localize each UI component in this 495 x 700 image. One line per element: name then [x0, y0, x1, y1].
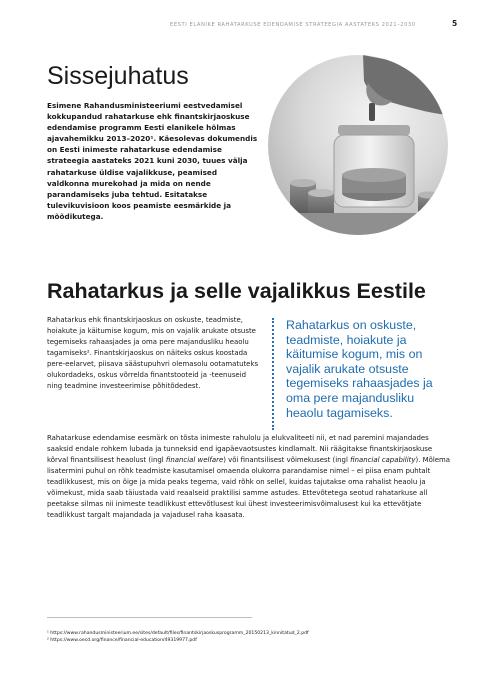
section-title-regular: Rahatarkus ja selle — [47, 279, 248, 303]
term-financial-capability: financial capability — [350, 456, 416, 465]
page-number: 5 — [452, 19, 458, 28]
footnote-1[interactable]: ¹ https://www.rahandusministeerium.ee/sites/default/files/finantskirjaoskusprogramm_20150213_kinnitatud_2.pdf — [47, 631, 309, 636]
term-financial-welfare: financial welfare — [165, 456, 224, 465]
goal-paragraph — [47, 433, 452, 521]
intro-paragraph: Esimene Rahandusministeeriumi eestvedamisel kokkupandud rahatarkuse ehk finantskirjaoskuse edendamise programm Eesti elanikele hõlmas ajavahemikku 2013–2020¹. Käesolevas dokumendis on Eesti inimeste rahatarkuse edendamise strateegia aastateks 2021 kuni 2030, tuues välja rahatarkuse üldise vajalikkuse, peamised valdkonna murekohad ja mida on nende parandamiseks juba tehtud. Esitatakse tulevikuvisioon koos peamiste eesmärkide ja mõõdikutega. — [47, 101, 258, 221]
footnotes — [47, 630, 447, 645]
coin-jar-illustration — [268, 55, 448, 235]
footnote-divider — [47, 617, 252, 618]
goal-paragraph-part2: ) või finantsilisest võimekusest (ingl — [223, 456, 351, 465]
financial-literacy-paragraph: Rahatarkus ehk finantskirjaoskus on oskuste, teadmiste, hoiakute ja käitumise kogum, mis on vajalik arukate otsuste tegemiseks rahaasjades ja oma pere majandusliku heaolu tagamiseks². Finantskirjaoskus on näiteks oskus koostada pere-eelarvet, piisava säästupuhvri olemasolu ootamatuteks olukordadeks, oskus võrrelda finantstooteid ja -teenuseid ning teadmine investeerimise põhitõdedest. — [47, 316, 259, 391]
running-header: EESTI ELANIKE RAHATARKUSE EDENDAMISE STRATEEGIA AASTATEKS 2021–2030 — [170, 22, 416, 28]
coin-jar-photo — [268, 55, 448, 235]
goal-paragraph-part3: ). Mõlema lisatermini puhul on rõhk teadmiste kasutamisel omaenda olukorra parandamise nimel – ei piisa enam puhtalt teadlikkusest, mis on õige ja mida peaks tegema, vaid rõhk on sellel, kuidas tajutakse oma rahalist heaolu ja võimekust, mida saab täiustada vaid reaalseid praktilisi samme astudes. Ettevõtetega seotud rahatarkuse all peetakse silmas nii inimeste teadlikkust ettevõtlusest kui ühest investeerimisvõimalusest kui ka ettevõtjate teadlikkust targalt majandada ja vajadusel raha kaasata. — [47, 456, 451, 520]
pullquote-text: Rahatarkus on oskuste, teadmiste, hoiakute ja käitumise kogum, mis on vajalik arukate otsuste tegemiseks rahaasjades ja oma pere majandusliku heaolu tagamiseks. — [286, 318, 433, 420]
section-title-financial-literacy — [47, 279, 426, 304]
pullquote — [272, 318, 452, 430]
footnote-2[interactable]: ² https://www.oecd.org/finance/financial-education/49319977.pdf — [47, 638, 197, 644]
section-title-bold: vajalikkus Eestile — [247, 279, 426, 303]
section-title-introduction: Sissejuhatus — [47, 62, 189, 90]
goal-paragraph-part1: Rahatarkuse edendamise eesmärk on tõsta inimeste rahulolu ja elukvaliteeti nii, et nad paremini majandades saaksid endale rohkem lubada ja tunneksid end igapäevaotsustes kindlamalt. Nii räägitakse finantskirjaoskuse kõrval finantsilisest heaolust (ingl — [47, 434, 433, 465]
